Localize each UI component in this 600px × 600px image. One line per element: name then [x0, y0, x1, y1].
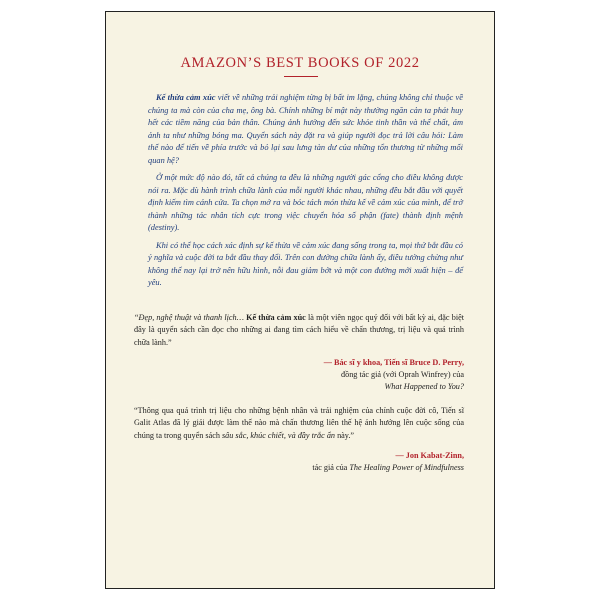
- review-1-text: [134, 312, 464, 349]
- synopsis-text-1: viết về những trải nghiệm từng bị bất im lặng, chúng không chỉ thuộc về chúng ta mà còn của cha mẹ, ông bà. Chính những bí mật này thường ngăn cản ta phát huy hết các tiềm năng của bản thân. Chúng ảnh hưởng đến sức khỏe tinh thần và thể chất, ám ảnh ta như những bóng ma. Quyển sách này đặt ra và giúp người đọc trả lời câu hỏi: Làm thế nào để tiến về phía trước và bỏ lại sau lưng tàn dư của những tổn thương từ những mối quan hệ?: [148, 93, 463, 165]
- review-quote-2: [134, 405, 464, 474]
- review-1-rest: là một viên ngọc quý đối với bất kỳ ai, đặc biệt đây là quyển sách cần đọc cho những ai đang tìm cách hiểu về chấn thương, trị liệu và quá trình chữa lành.”: [134, 313, 465, 347]
- title-divider: [284, 76, 318, 77]
- review-1-author: — Bác sĩ y khoa, Tiến sĩ Bruce D. Perry,: [323, 357, 464, 367]
- page-title: AMAZON’S BEST BOOKS OF 2022: [180, 55, 420, 71]
- review-1-role: đồng tác giả (với Oprah Winfrey) của: [341, 370, 464, 380]
- review-1-book: What Happened to You?: [384, 382, 464, 392]
- synopsis: [148, 92, 463, 295]
- review-2-role: tác giả của The Healing Power of Mindfulness: [312, 463, 464, 473]
- review-1-open: “Đẹp, nghệ thuật và thanh lịch…: [134, 313, 247, 322]
- synopsis-paragraph-3: Khi có thể học cách xác định sự kế thừa về cảm xúc đang sống trong ta, mọi thứ bắt đầu có ý nghĩa và cuộc đời ta bắt đầu thay đổi. Trên con đường chữa lành ấy, điều tưởng chừng như không thể nay lại trở nên hữu hình, nỗi đau giảm bớt và một con đường mới xuất hiện – để yêu.: [148, 240, 463, 287]
- review-1-book-title: Kế thừa cảm xúc: [246, 313, 306, 322]
- review-2-emphasis: sâu sắc, khúc chiết, và đầy trắc ẩn: [222, 430, 336, 440]
- synopsis-paragraph-2: Ở một mức độ nào đó, tất cả chúng ta đều là những người gác cổng cho điều không được nói ra. Mặc dù hành trình chữa lành của mỗi người khác nhau, những đều bắt đầu với quyết định kiếm tìm cánh cửa. Ta chọn mở ra và bóc tách món thừa kế về cảm xúc của mình, để trở thành những tác nhân tích cực trong việc chuyển hóa số phận (fate) thành định mệnh (destiny).: [148, 173, 463, 232]
- review-1-attribution: [134, 357, 464, 394]
- synopsis-paragraph-1: [148, 92, 463, 167]
- book-back-cover: [105, 11, 495, 589]
- review-quote-1: [134, 312, 464, 394]
- book-title: Kế thừa cảm xúc: [156, 93, 216, 102]
- review-2-attribution: [134, 450, 464, 475]
- review-2-text: “Thông qua quá trình trị liệu cho những bệnh nhân và trải nghiệm của chính cuộc đời cô, Tiến sĩ Galit Atlas đã lý giải được làm thế nào mà chấn thương liên thế hệ ảnh hưởng lên cuộc sống của chúng ta trong quyển sách sâu sắc, khúc chiết, và đầy trắc ẩn này.”: [134, 406, 464, 440]
- review-2-author: — Jon Kabat-Zinn,: [395, 450, 464, 460]
